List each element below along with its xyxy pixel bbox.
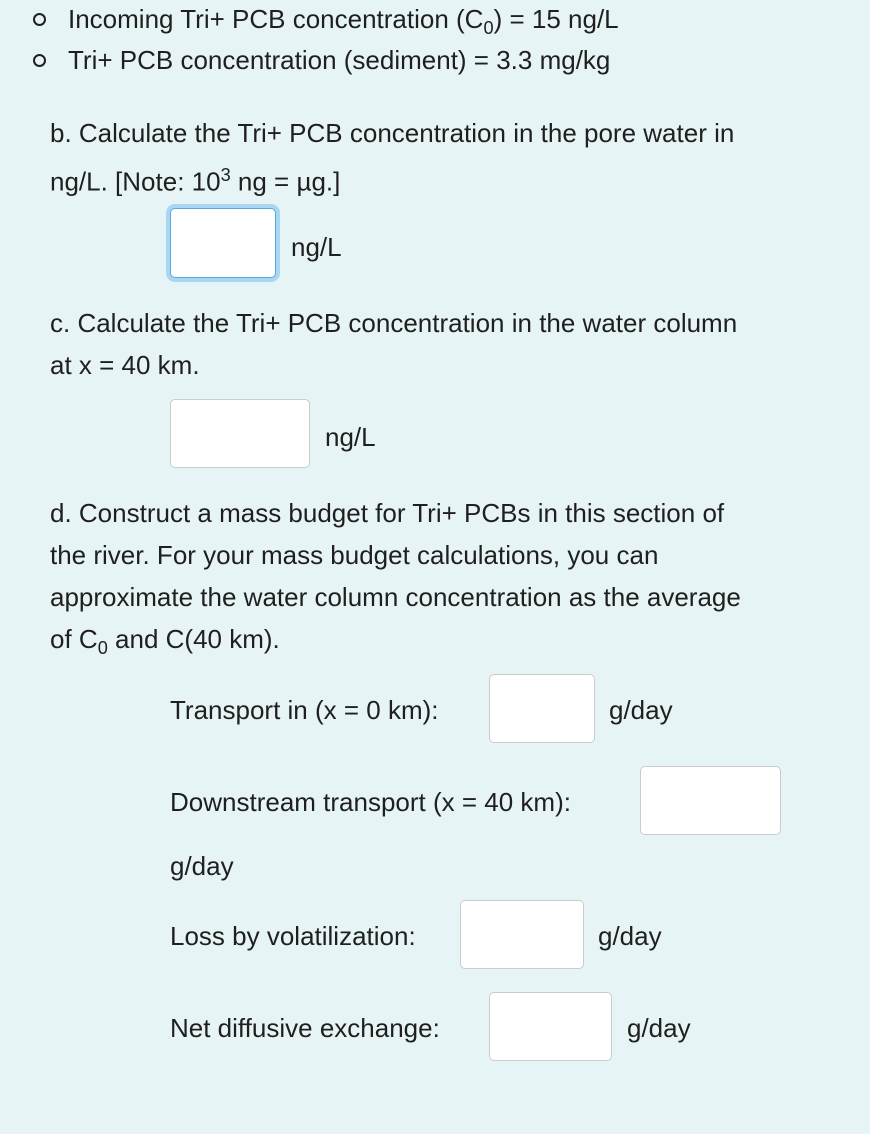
part-c-question bbox=[50, 302, 737, 386]
given-item-c0-value: ) = 15 ng/L bbox=[493, 4, 619, 34]
part-c-answer-box[interactable] bbox=[170, 399, 310, 468]
part-b-line2-text: ng/L. [Note: 10 bbox=[50, 166, 221, 197]
downstream-transport-label: Downstream transport (x = 40 km): bbox=[170, 787, 571, 817]
part-c-line2: at x = 40 km. bbox=[50, 350, 200, 380]
volatilization-unit: g/day bbox=[598, 921, 662, 951]
bullet-circle-icon bbox=[33, 13, 46, 26]
pore-water-concentration-input[interactable] bbox=[171, 209, 275, 277]
diffusive-exchange-unit: g/day bbox=[627, 1013, 691, 1043]
part-d-question bbox=[50, 492, 741, 669]
part-d-line4-end: and C(40 km). bbox=[107, 624, 280, 654]
volatilization-input[interactable] bbox=[461, 901, 583, 968]
part-d-line1: d. Construct a mass budget for Tri+ PCBs in this section of bbox=[50, 498, 725, 528]
volatilization-answer-box[interactable] bbox=[460, 900, 584, 969]
part-d-line2: the river. For your mass budget calculations, you can bbox=[50, 540, 659, 570]
diffusive-exchange-input[interactable] bbox=[490, 993, 611, 1060]
bullet-circle-icon bbox=[33, 54, 46, 67]
part-d-line4 bbox=[50, 618, 741, 669]
volatilization-label: Loss by volatilization: bbox=[170, 921, 416, 951]
transport-in-input[interactable] bbox=[490, 675, 594, 742]
transport-in-unit: g/day bbox=[609, 695, 673, 725]
part-c-line1: c. Calculate the Tri+ PCB concentration in the water column bbox=[50, 308, 738, 338]
downstream-transport-input[interactable] bbox=[641, 767, 780, 834]
part-b-question bbox=[50, 112, 734, 203]
given-item-c0-text: Incoming Tri+ PCB concentration (C bbox=[68, 4, 484, 34]
diffusive-exchange-label: Net diffusive exchange: bbox=[170, 1013, 440, 1043]
transport-in-answer-box[interactable] bbox=[489, 674, 595, 743]
water-column-concentration-input[interactable] bbox=[171, 400, 309, 467]
part-b-line2 bbox=[50, 154, 734, 203]
part-c-unit: ng/L bbox=[325, 422, 376, 452]
part-d-subscript: 0 bbox=[97, 638, 108, 659]
transport-in-label: Transport in (x = 0 km): bbox=[170, 695, 439, 725]
part-b-superscript: 3 bbox=[220, 165, 231, 185]
part-d-line3: approximate the water column concentration as the average bbox=[50, 582, 741, 612]
part-b-answer-box[interactable] bbox=[170, 208, 276, 278]
c0-subscript: 0 bbox=[483, 18, 494, 39]
part-b-line2-end: ng = µg.] bbox=[230, 166, 341, 197]
part-b-line1: b. Calculate the Tri+ PCB concentration in the pore water in bbox=[50, 118, 735, 148]
part-d-line4-text: of C bbox=[50, 624, 98, 654]
diffusive-exchange-answer-box[interactable] bbox=[489, 992, 612, 1061]
downstream-transport-answer-box[interactable] bbox=[640, 766, 781, 835]
downstream-transport-unit: g/day bbox=[170, 851, 234, 881]
given-item-sediment-text: Tri+ PCB concentration (sediment) = 3.3 mg/kg bbox=[68, 45, 611, 75]
part-b-unit: ng/L bbox=[291, 232, 342, 262]
